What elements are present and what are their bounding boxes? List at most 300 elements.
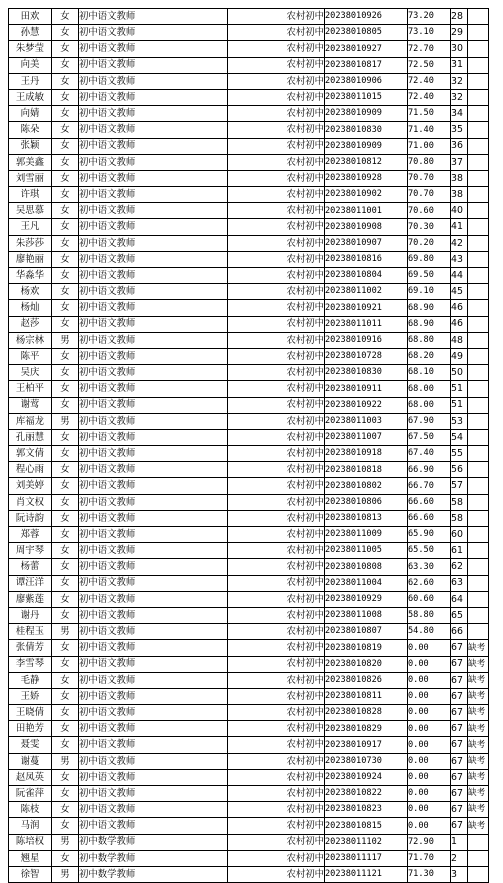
candidate-name-cell: 孔丽慧 (9, 429, 52, 445)
remark-cell: 缺考 (468, 721, 489, 737)
score-cell: 0.00 (408, 753, 451, 769)
table-row (9, 170, 489, 186)
rank-cell: 48 (451, 332, 468, 348)
score-cell: 68.90 (408, 316, 451, 332)
rank-cell: 29 (451, 25, 468, 41)
ticket-number-cell: 20238010802 (325, 478, 408, 494)
remark-cell (468, 478, 489, 494)
position-cell: 初中语文教师 (79, 446, 228, 462)
score-cell: 71.30 (408, 866, 451, 882)
remark-cell (468, 494, 489, 510)
remark-cell (468, 381, 489, 397)
unit-type-cell: 农村初中 (228, 737, 325, 753)
gender-cell: 女 (52, 268, 79, 284)
ticket-number-cell: 20238010812 (325, 154, 408, 170)
rank-cell: 41 (451, 219, 468, 235)
unit-type-cell: 农村初中 (228, 9, 325, 25)
unit-type-cell: 农村初中 (228, 575, 325, 591)
gender-cell: 女 (52, 607, 79, 623)
candidate-name-cell: 杨宗林 (9, 332, 52, 348)
unit-type-cell: 农村初中 (228, 365, 325, 381)
candidate-name-cell: 翘星 (9, 850, 52, 866)
position-cell: 初中语文教师 (79, 187, 228, 203)
candidate-name-cell: 陈枝 (9, 802, 52, 818)
rank-cell: 38 (451, 170, 468, 186)
score-cell: 70.20 (408, 235, 451, 251)
candidate-name-cell: 王晓倩 (9, 705, 52, 721)
remark-cell (468, 348, 489, 364)
remark-cell (468, 332, 489, 348)
remark-cell (468, 559, 489, 575)
candidate-name-cell: 谢丹 (9, 607, 52, 623)
ticket-number-cell: 20238010924 (325, 769, 408, 785)
position-cell: 初中语文教师 (79, 300, 228, 316)
unit-type-cell: 农村初中 (228, 203, 325, 219)
ticket-number-cell: 20238011102 (325, 834, 408, 850)
rank-cell: 54 (451, 429, 468, 445)
unit-type-cell: 农村初中 (228, 316, 325, 332)
position-cell: 初中语文教师 (79, 9, 228, 25)
gender-cell: 女 (52, 9, 79, 25)
table-row (9, 316, 489, 332)
ticket-number-cell: 20238010917 (325, 737, 408, 753)
remark-cell (468, 866, 489, 882)
position-cell: 初中语文教师 (79, 640, 228, 656)
score-cell: 70.70 (408, 187, 451, 203)
score-cell: 72.90 (408, 834, 451, 850)
gender-cell: 男 (52, 624, 79, 640)
rank-cell: 58 (451, 510, 468, 526)
unit-type-cell: 农村初中 (228, 672, 325, 688)
candidate-name-cell: 谢莺 (9, 397, 52, 413)
candidate-name-cell: 郭美鑫 (9, 154, 52, 170)
unit-type-cell: 农村初中 (228, 154, 325, 170)
position-cell: 初中语文教师 (79, 219, 228, 235)
table-row (9, 429, 489, 445)
unit-type-cell: 农村初中 (228, 25, 325, 41)
ticket-number-cell: 20238011001 (325, 203, 408, 219)
position-cell: 初中语文教师 (79, 721, 228, 737)
score-cell: 65.50 (408, 543, 451, 559)
gender-cell: 女 (52, 170, 79, 186)
position-cell: 初中数学教师 (79, 866, 228, 882)
score-cell: 60.60 (408, 591, 451, 607)
gender-cell: 女 (52, 672, 79, 688)
candidate-name-cell: 朱莎莎 (9, 235, 52, 251)
table-row (9, 413, 489, 429)
ticket-number-cell: 20238010822 (325, 786, 408, 802)
gender-cell: 男 (52, 332, 79, 348)
table-row (9, 591, 489, 607)
gender-cell: 女 (52, 543, 79, 559)
remark-cell: 缺考 (468, 688, 489, 704)
ticket-number-cell: 20238010813 (325, 510, 408, 526)
unit-type-cell: 农村初中 (228, 624, 325, 640)
position-cell: 初中语文教师 (79, 607, 228, 623)
table-row (9, 154, 489, 170)
rank-cell: 67 (451, 786, 468, 802)
rank-cell: 49 (451, 348, 468, 364)
score-cell: 67.40 (408, 446, 451, 462)
unit-type-cell: 农村初中 (228, 122, 325, 138)
gender-cell: 女 (52, 25, 79, 41)
ticket-number-cell: 20238010927 (325, 41, 408, 57)
unit-type-cell: 农村初中 (228, 106, 325, 122)
position-cell: 初中语文教师 (79, 332, 228, 348)
unit-type-cell: 农村初中 (228, 300, 325, 316)
score-cell: 0.00 (408, 818, 451, 834)
ticket-number-cell: 20238010926 (325, 9, 408, 25)
gender-cell: 女 (52, 300, 79, 316)
table-row (9, 122, 489, 138)
score-cell: 70.70 (408, 170, 451, 186)
ticket-number-cell: 20238010902 (325, 187, 408, 203)
rank-cell: 37 (451, 154, 468, 170)
remark-cell (468, 575, 489, 591)
unit-type-cell: 农村初中 (228, 251, 325, 267)
candidate-name-cell: 毛静 (9, 672, 52, 688)
position-cell: 初中语文教师 (79, 591, 228, 607)
candidate-name-cell: 王丹 (9, 73, 52, 89)
score-cell: 71.40 (408, 122, 451, 138)
remark-cell: 缺考 (468, 769, 489, 785)
score-cell: 0.00 (408, 656, 451, 672)
position-cell: 初中语文教师 (79, 365, 228, 381)
position-cell: 初中语文教师 (79, 138, 228, 154)
rank-cell: 60 (451, 527, 468, 543)
score-cell: 69.50 (408, 268, 451, 284)
unit-type-cell: 农村初中 (228, 688, 325, 704)
remark-cell (468, 850, 489, 866)
gender-cell: 女 (52, 721, 79, 737)
gender-cell: 女 (52, 575, 79, 591)
position-cell: 初中语文教师 (79, 672, 228, 688)
unit-type-cell: 农村初中 (228, 138, 325, 154)
gender-cell: 女 (52, 381, 79, 397)
ticket-number-cell: 20238010808 (325, 559, 408, 575)
remark-cell (468, 89, 489, 105)
table-row (9, 25, 489, 41)
rank-cell: 32 (451, 89, 468, 105)
remark-cell (468, 413, 489, 429)
ticket-number-cell: 20238010908 (325, 219, 408, 235)
remark-cell (468, 397, 489, 413)
position-cell: 初中语文教师 (79, 170, 228, 186)
ticket-number-cell: 20238010804 (325, 268, 408, 284)
position-cell: 初中语文教师 (79, 316, 228, 332)
unit-type-cell: 农村初中 (228, 607, 325, 623)
ticket-number-cell: 20238010916 (325, 332, 408, 348)
gender-cell: 女 (52, 138, 79, 154)
unit-type-cell: 农村初中 (228, 413, 325, 429)
gender-cell: 女 (52, 106, 79, 122)
rank-cell: 3 (451, 866, 468, 882)
unit-type-cell: 农村初中 (228, 219, 325, 235)
score-cell: 68.10 (408, 365, 451, 381)
gender-cell: 女 (52, 89, 79, 105)
ticket-number-cell: 20238011005 (325, 543, 408, 559)
remark-cell: 缺考 (468, 802, 489, 818)
ticket-number-cell: 20238010922 (325, 397, 408, 413)
remark-cell (468, 9, 489, 25)
score-cell: 0.00 (408, 786, 451, 802)
table-row (9, 251, 489, 267)
remark-cell (468, 251, 489, 267)
unit-type-cell: 农村初中 (228, 786, 325, 802)
ticket-number-cell: 20238010820 (325, 656, 408, 672)
remark-cell (468, 624, 489, 640)
gender-cell: 女 (52, 527, 79, 543)
ticket-number-cell: 20238010826 (325, 672, 408, 688)
score-cell: 67.50 (408, 429, 451, 445)
rank-cell: 46 (451, 316, 468, 332)
unit-type-cell: 农村初中 (228, 640, 325, 656)
ticket-number-cell: 20238010807 (325, 624, 408, 640)
score-cell: 68.20 (408, 348, 451, 364)
rank-cell: 35 (451, 122, 468, 138)
ticket-number-cell: 20238010823 (325, 802, 408, 818)
candidate-name-cell: 王凡 (9, 219, 52, 235)
position-cell: 初中数学教师 (79, 834, 228, 850)
table-row (9, 203, 489, 219)
remark-cell (468, 122, 489, 138)
table-row (9, 219, 489, 235)
ticket-number-cell: 20238010819 (325, 640, 408, 656)
remark-cell (468, 219, 489, 235)
table-row (9, 527, 489, 543)
table-row (9, 462, 489, 478)
unit-type-cell: 农村初中 (228, 89, 325, 105)
position-cell: 初中语文教师 (79, 268, 228, 284)
remark-cell: 缺考 (468, 737, 489, 753)
rank-cell: 67 (451, 737, 468, 753)
candidate-name-cell: 陈朵 (9, 122, 52, 138)
candidate-name-cell: 陈平 (9, 348, 52, 364)
unit-type-cell: 农村初中 (228, 527, 325, 543)
position-cell: 初中语文教师 (79, 753, 228, 769)
score-cell: 66.60 (408, 510, 451, 526)
score-cell: 66.70 (408, 478, 451, 494)
candidate-name-cell: 杨灿 (9, 300, 52, 316)
gender-cell: 女 (52, 57, 79, 73)
unit-type-cell: 农村初中 (228, 818, 325, 834)
score-cell: 71.00 (408, 138, 451, 154)
position-cell: 初中语文教师 (79, 73, 228, 89)
remark-cell (468, 365, 489, 381)
remark-cell (468, 607, 489, 623)
unit-type-cell: 农村初中 (228, 462, 325, 478)
score-cell: 70.60 (408, 203, 451, 219)
position-cell: 初中语文教师 (79, 786, 228, 802)
gender-cell: 女 (52, 348, 79, 364)
table-row (9, 89, 489, 105)
position-cell: 初中语文教师 (79, 57, 228, 73)
candidate-name-cell: 张颖 (9, 138, 52, 154)
gender-cell: 男 (52, 413, 79, 429)
gender-cell: 女 (52, 786, 79, 802)
candidate-name-cell: 华淼华 (9, 268, 52, 284)
remark-cell (468, 268, 489, 284)
unit-type-cell: 农村初中 (228, 721, 325, 737)
score-cell: 69.80 (408, 251, 451, 267)
candidate-name-cell: 阮雀萍 (9, 786, 52, 802)
score-cell: 71.50 (408, 106, 451, 122)
score-cell: 0.00 (408, 672, 451, 688)
table-row (9, 737, 489, 753)
rank-cell: 50 (451, 365, 468, 381)
table-row (9, 769, 489, 785)
rank-cell: 51 (451, 381, 468, 397)
remark-cell (468, 510, 489, 526)
gender-cell: 女 (52, 688, 79, 704)
gender-cell: 女 (52, 284, 79, 300)
rank-cell: 38 (451, 187, 468, 203)
table-row (9, 818, 489, 834)
gender-cell: 男 (52, 834, 79, 850)
position-cell: 初中语文教师 (79, 527, 228, 543)
score-cell: 68.80 (408, 332, 451, 348)
rank-cell: 67 (451, 721, 468, 737)
rank-cell: 1 (451, 834, 468, 850)
gender-cell: 女 (52, 462, 79, 478)
gender-cell: 女 (52, 802, 79, 818)
candidate-name-cell: 廖艳丽 (9, 251, 52, 267)
table-row (9, 365, 489, 381)
table-row (9, 446, 489, 462)
unit-type-cell: 农村初中 (228, 73, 325, 89)
position-cell: 初中语文教师 (79, 397, 228, 413)
score-cell: 70.30 (408, 219, 451, 235)
remark-cell (468, 41, 489, 57)
candidate-name-cell: 陈培权 (9, 834, 52, 850)
unit-type-cell: 农村初中 (228, 332, 325, 348)
rank-cell: 56 (451, 462, 468, 478)
ticket-number-cell: 20238010811 (325, 688, 408, 704)
rank-cell: 31 (451, 57, 468, 73)
ticket-number-cell: 20238010906 (325, 73, 408, 89)
position-cell: 初中语文教师 (79, 25, 228, 41)
position-cell: 初中语文教师 (79, 429, 228, 445)
gender-cell: 女 (52, 316, 79, 332)
score-cell: 0.00 (408, 688, 451, 704)
gender-cell: 女 (52, 559, 79, 575)
unit-type-cell: 农村初中 (228, 591, 325, 607)
candidate-name-cell: 许琪 (9, 187, 52, 203)
rank-cell: 42 (451, 235, 468, 251)
unit-type-cell: 农村初中 (228, 348, 325, 364)
ticket-number-cell: 20238011004 (325, 575, 408, 591)
position-cell: 初中语文教师 (79, 494, 228, 510)
score-cell: 72.40 (408, 73, 451, 89)
candidate-name-cell: 周宇琴 (9, 543, 52, 559)
ticket-number-cell: 20238010818 (325, 462, 408, 478)
table-row (9, 834, 489, 850)
position-cell: 初中语文教师 (79, 122, 228, 138)
remark-cell: 缺考 (468, 753, 489, 769)
unit-type-cell: 农村初中 (228, 478, 325, 494)
rank-cell: 34 (451, 106, 468, 122)
ticket-number-cell: 20238010730 (325, 753, 408, 769)
unit-type-cell: 农村初中 (228, 705, 325, 721)
candidate-name-cell: 赵莎 (9, 316, 52, 332)
unit-type-cell: 农村初中 (228, 170, 325, 186)
rank-cell: 67 (451, 688, 468, 704)
score-cell: 68.00 (408, 381, 451, 397)
candidate-name-cell: 张倩芳 (9, 640, 52, 656)
ticket-number-cell: 20238010911 (325, 381, 408, 397)
candidate-name-cell: 杨欢 (9, 284, 52, 300)
table-row (9, 348, 489, 364)
candidate-name-cell: 赵凤英 (9, 769, 52, 785)
table-row (9, 559, 489, 575)
gender-cell: 女 (52, 510, 79, 526)
candidate-name-cell: 郭文倩 (9, 446, 52, 462)
score-cell: 66.60 (408, 494, 451, 510)
table-row (9, 688, 489, 704)
table-row (9, 397, 489, 413)
gender-cell: 男 (52, 753, 79, 769)
rank-cell: 64 (451, 591, 468, 607)
score-cell: 68.90 (408, 300, 451, 316)
ticket-number-cell: 20238010918 (325, 446, 408, 462)
candidate-name-cell: 谢蔓 (9, 753, 52, 769)
rank-cell: 44 (451, 268, 468, 284)
candidate-name-cell: 王柏平 (9, 381, 52, 397)
remark-cell: 缺考 (468, 640, 489, 656)
candidate-name-cell: 库福龙 (9, 413, 52, 429)
position-cell: 初中语文教师 (79, 575, 228, 591)
candidate-name-cell: 桂程玉 (9, 624, 52, 640)
unit-type-cell: 农村初中 (228, 802, 325, 818)
position-cell: 初中数学教师 (79, 850, 228, 866)
remark-cell (468, 25, 489, 41)
ticket-number-cell: 20238010909 (325, 106, 408, 122)
ticket-number-cell: 20238011117 (325, 850, 408, 866)
ticket-number-cell: 20238011015 (325, 89, 408, 105)
table-row (9, 300, 489, 316)
unit-type-cell: 农村初中 (228, 753, 325, 769)
score-cell: 71.70 (408, 850, 451, 866)
score-cell: 73.10 (408, 25, 451, 41)
gender-cell: 女 (52, 818, 79, 834)
score-cell: 68.00 (408, 397, 451, 413)
rank-cell: 28 (451, 9, 468, 25)
candidate-name-cell: 向婧 (9, 106, 52, 122)
table-row (9, 41, 489, 57)
gender-cell: 女 (52, 446, 79, 462)
rank-cell: 67 (451, 802, 468, 818)
rank-cell: 55 (451, 446, 468, 462)
score-cell: 67.90 (408, 413, 451, 429)
ticket-number-cell: 20238010817 (325, 57, 408, 73)
rank-cell: 63 (451, 575, 468, 591)
position-cell: 初中语文教师 (79, 235, 228, 251)
gender-cell: 女 (52, 219, 79, 235)
score-cell: 63.30 (408, 559, 451, 575)
gender-cell: 女 (52, 41, 79, 57)
ticket-number-cell: 20238010830 (325, 122, 408, 138)
score-cell: 0.00 (408, 769, 451, 785)
rank-cell: 2 (451, 850, 468, 866)
unit-type-cell: 农村初中 (228, 41, 325, 57)
score-cell: 58.80 (408, 607, 451, 623)
remark-cell (468, 591, 489, 607)
position-cell: 初中语文教师 (79, 688, 228, 704)
table-row (9, 57, 489, 73)
candidate-name-cell: 田艳芳 (9, 721, 52, 737)
candidate-name-cell: 孙慧 (9, 25, 52, 41)
score-cell: 0.00 (408, 721, 451, 737)
